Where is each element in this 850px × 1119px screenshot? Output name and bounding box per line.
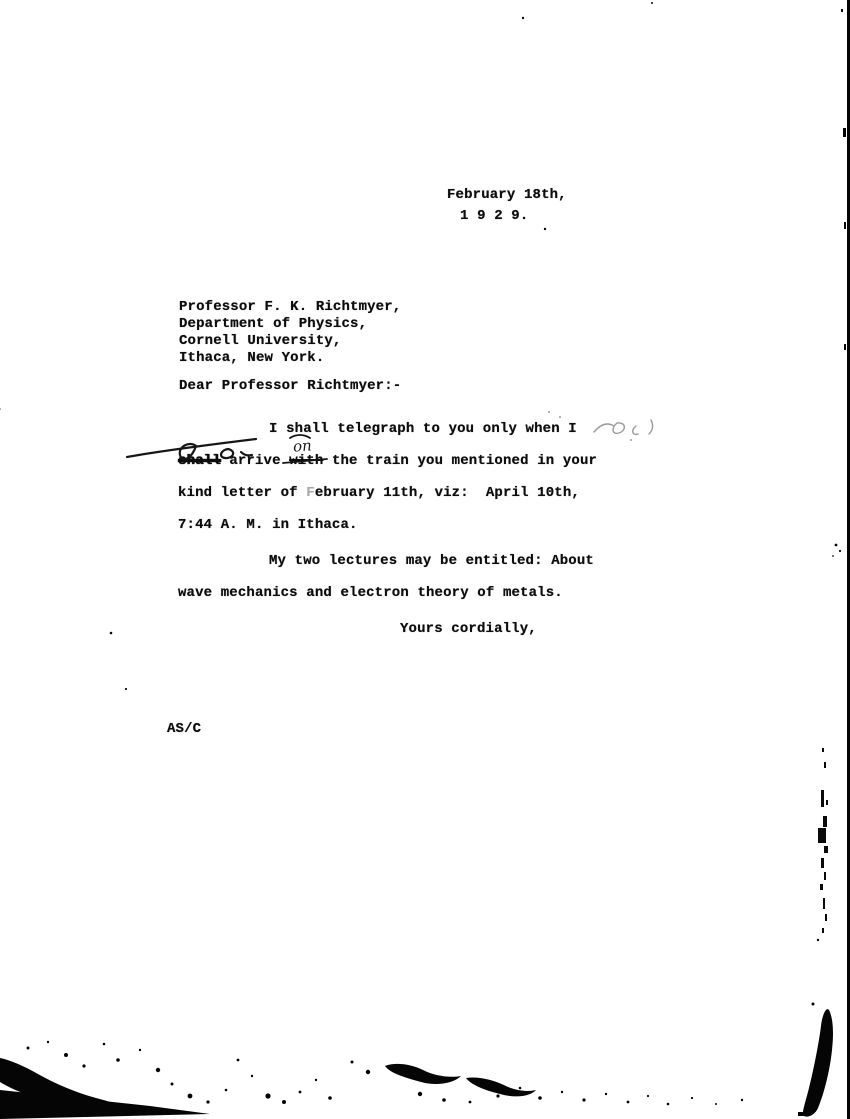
scan-noise-bottom-left	[0, 1041, 743, 1119]
body-line-3-pre: kind letter of	[178, 485, 307, 501]
body-line-1: I shall telegraph to you only when I	[269, 421, 577, 437]
body-line-3	[178, 485, 580, 502]
closing-line: Yours cordially,	[400, 621, 537, 637]
body-line-5: My two lectures may be entitled: About	[269, 553, 594, 569]
body-line-6: wave mechanics and electron theory of metals.	[178, 585, 563, 601]
scan-edge-line-right	[843, 0, 850, 1119]
typist-initials: AS/C	[167, 721, 202, 737]
body-line-2	[178, 453, 597, 470]
recipient-line-4: Ithaca, New York.	[179, 350, 325, 366]
body-line-2-mid: arrive	[220, 453, 290, 469]
date-line-2: 1 9 2 9.	[460, 208, 529, 224]
body-line-2-rest: the train you mentioned in your	[323, 453, 598, 469]
faint-typed-character: F	[306, 485, 315, 501]
salutation: Dear Professor Richtmyer:-	[179, 378, 402, 394]
struck-word-shall: shall	[178, 453, 221, 469]
handwritten-insertion-on: on	[292, 436, 313, 456]
body-line-3-post: ebruary 11th, viz: April 10th,	[314, 485, 580, 501]
date-line-1: February 18th,	[447, 187, 567, 203]
struck-word-with: with	[289, 453, 324, 469]
body-line-4: 7:44 A. M. in Ithaca.	[178, 517, 358, 533]
scan-blob-bottom-right	[798, 1003, 833, 1117]
recipient-line-3: Cornell University,	[179, 333, 342, 349]
recipient-line-2: Department of Physics,	[179, 316, 368, 332]
scan-noise-right-margin	[817, 9, 843, 941]
recipient-line-1: Professor F. K. Richtmyer,	[179, 299, 402, 315]
